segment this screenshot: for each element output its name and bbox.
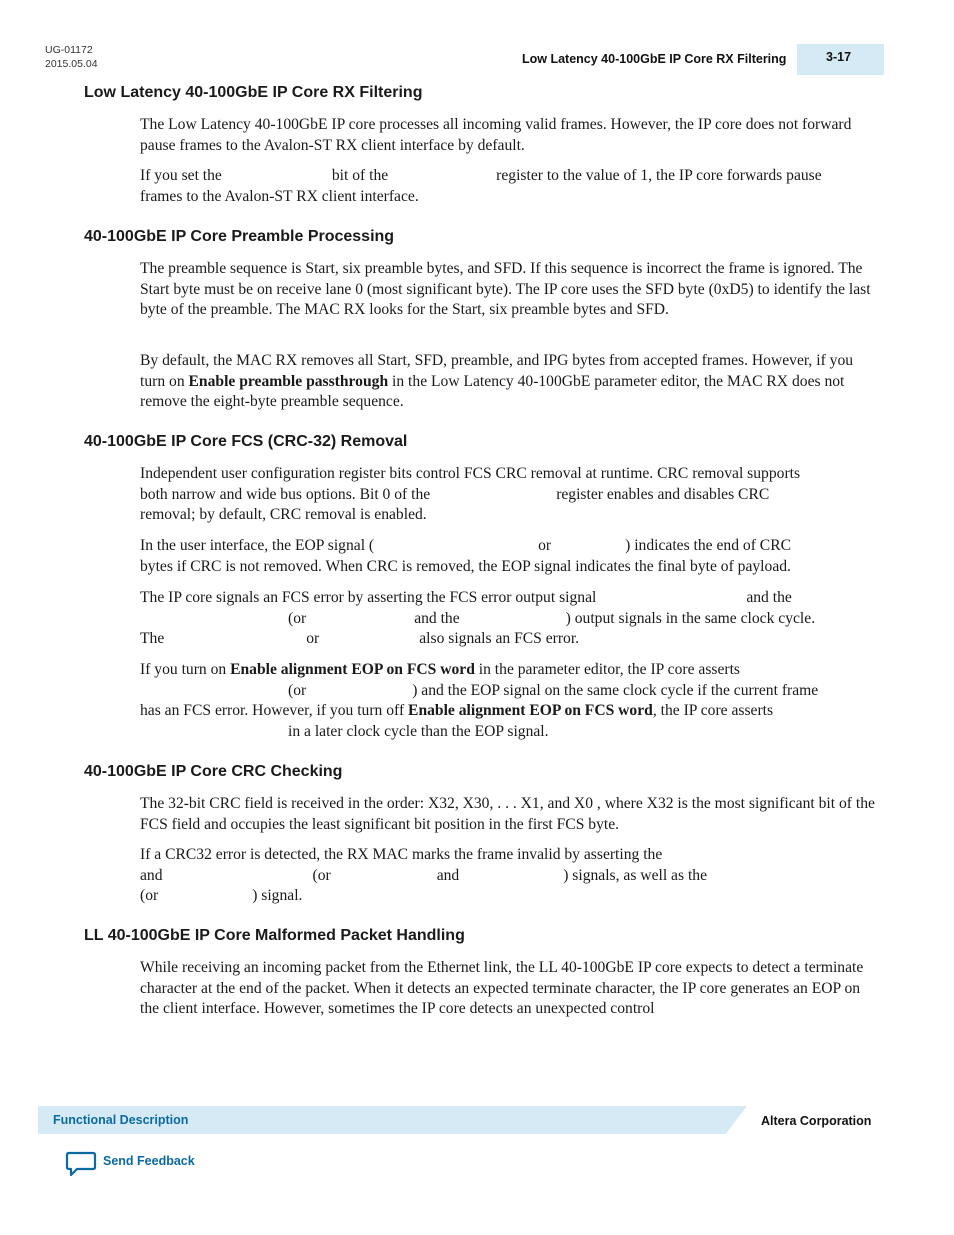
paragraph: If you turn on Enable alignment EOP on FCS word in the parameter editor, the IP core asserts (or ) and the EOP signal on the same clock cycle if the current frame has an FCS error. However, if you turn off Enable alignment EOP on FCS word, the IP core asserts in a later clock cycle than the EOP signal. <box>140 661 819 740</box>
send-feedback-link[interactable]: Send Feedback <box>103 1154 195 1168</box>
feedback-speech-bubble-icon[interactable] <box>65 1151 97 1177</box>
footer-company: Altera Corporation <box>761 1114 872 1128</box>
section-title-crc: 40-100GbE IP Core CRC Checking <box>84 763 343 780</box>
doc-identifier <box>45 43 98 71</box>
section-title-preamble: 40-100GbE IP Core Preamble Processing <box>84 228 395 245</box>
doc-number: UG-01172 <box>45 44 93 56</box>
paragraph: In the user interface, the EOP signal ( or ) indicates the end of CRC bytes if CRC is not removed. When CRC is removed, the EOP signal indicates the final byte of payload. <box>140 537 791 575</box>
paragraph: The Low Latency 40-100GbE IP core processes all incoming valid frames. However, the IP core does not forward pause frames to the Avalon-ST RX client interface by default. <box>140 116 852 154</box>
paragraph: If a CRC32 error is detected, the RX MAC marks the frame invalid by asserting the and (or and ) signals, as well as the (or ) signal. <box>140 846 707 905</box>
bold-setting-name: Enable preamble passthrough <box>188 372 389 390</box>
doc-date: 2015.05.04 <box>45 58 98 70</box>
paragraph: If you set the bit of the register to the value of 1, the IP core forwards pause frames to the Avalon-ST RX client interface. <box>140 167 822 205</box>
paragraph: The IP core signals an FCS error by asserting the FCS error output signal and the (or and the ) output signals in the same clock cycle. The or also signals an FCS error. <box>140 589 816 648</box>
page-number: 3-17 <box>826 50 852 64</box>
paragraph: By default, the MAC RX removes all Start, SFD, preamble, and IPG bytes from accepted frames. However, if you turn on Enable preamble passthrough in the Low Latency 40-100GbE parameter editor, the MAC RX does not remove the eight-byte preamble sequence. <box>140 352 854 411</box>
paragraph: While receiving an incoming packet from the Ethernet link, the LL 40-100GbE IP core expects to detect a terminate character at the end of the packet. When it detects an expected terminate character, the IP core generates an EOP on the client interface. However, sometimes the IP core detects an unexpected control <box>140 959 864 1018</box>
section-title-malformed: LL 40-100GbE IP Core Malformed Packet Handling <box>84 927 465 944</box>
paragraph: The 32-bit CRC field is received in the order: X32, X30, . . . X1, and X0 , where X32 is the most significant bit of the FCS field and occupies the least significant bit position in the first FCS byte. <box>140 795 875 833</box>
paragraph: The preamble sequence is Start, six preamble bytes, and SFD. If this sequence is incorrect the frame is ignored. The Start byte must be on receive lane 0 (most significant byte). The IP core uses the SFD byte (0xD5) to identify the last byte of the preamble. The MAC RX looks for the Start, six preamble bytes and SFD. <box>140 260 871 319</box>
running-title: Low Latency 40-100GbE IP Core RX Filtering <box>522 52 787 66</box>
section-title-rx-filtering: Low Latency 40-100GbE IP Core RX Filtering <box>84 84 423 101</box>
footer-chapter-link[interactable]: Functional Description <box>53 1113 189 1127</box>
section-title-fcs: 40-100GbE IP Core FCS (CRC-32) Removal <box>84 433 408 450</box>
paragraph: Independent user configuration register bits control FCS CRC removal at runtime. CRC removal supports both narrow and wide bus options. Bit 0 of the register enables and disables CRC removal; by default, CRC removal is enabled. <box>140 465 801 524</box>
